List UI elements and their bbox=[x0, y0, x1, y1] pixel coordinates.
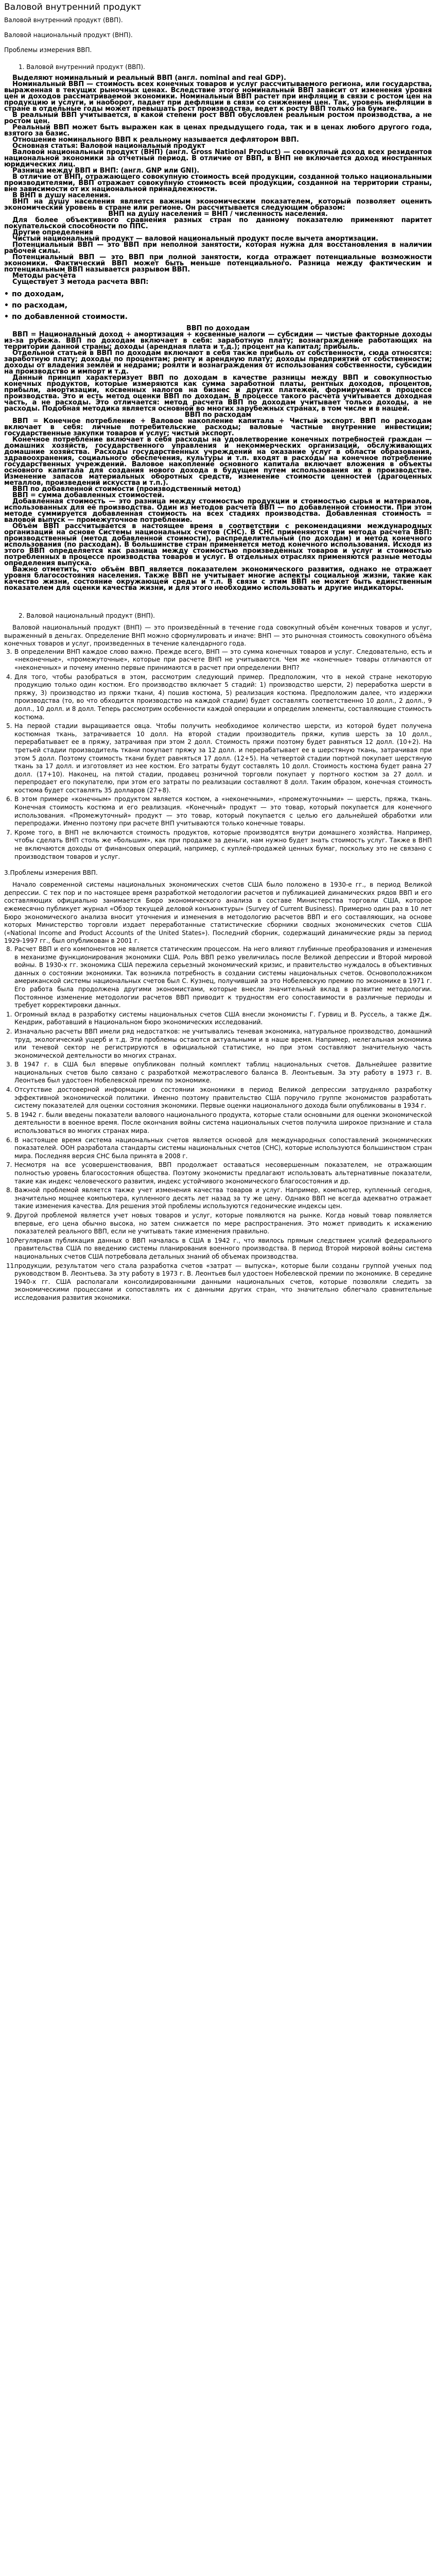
list-item: 3. В определении ВНП каждое слово важно. Прежде всего, ВНП — это сумма конечных товаров и услуг. Следовательно, есть и «неконечные», «промежуточные», которые при расчете ВНП не учитываются. Чем же «конечные» товары отличаются от «неконечных» и почему именно первые принимаются в расчет при определении ВНП? bbox=[6, 648, 432, 671]
paragraph: В ВНП в душу населения. bbox=[12, 192, 111, 199]
list-item-text: В настоящее время система национальных счетов является основой для международных сопоставлений экономических показателей. ООН разработала стандарты системы национальных счетов (СНС), которые используются большинством стран мира. Последняя версия СНС была принята в 2008 г. bbox=[14, 1136, 432, 1160]
paragraph: В реальный ВВП учитывается, в какой степени рост ВВП обусловлен реальным ростом производства, а не ростом цен. bbox=[4, 111, 432, 125]
list-item: • по добавленной стоимости. bbox=[4, 311, 432, 323]
section2-heading: 2. Валовой национальный продукт (ВНП). bbox=[19, 612, 155, 619]
list-item: 6. В настоящее время система национальных счетов является основой для международных сопоставлений экономических показателей. ООН разработала стандарты системы национальных счетов (СНС), которые используются большинством стран мира. Последняя версия СНС была принята в 2008 г. bbox=[6, 1136, 432, 1160]
paragraph: Потенциальный ВВП — это ВВП при неполной занятости, которая нужна для восстановления в наличии рабочей силы. bbox=[4, 241, 432, 255]
paragraph: Валовой национальный продукт (ВНП) (англ. Gross National Product) — совокупный доход всех резидентов национальной экономики за отчетный период. В отличие от ВВП, в ВНП не включается доход иностранных юридических лиц. bbox=[4, 148, 432, 168]
list-item: 7. Кроме того, в ВНП не включаются стоимость продуктов, которые производятся внутри домашнего хозяйства. Например, чтобы сделать ВНП столь же «большим», как при продаже за деньги, нам нужно будет знать стоимость услуг. Также в ВНП не включаются доходы от финансовых операций, например, с куплей-продажей ценных бумаг, поскольку это не связано с производством товаров и услуг. bbox=[6, 828, 432, 860]
list-item-text: Изначально расчеты ВВП имели ряд недостатков: не учитывались теневая экономика, натуральное производство, домашний труд, экологический ущерб и т.д. Эти проблемы остаются актуальными и в наше время. Например, нелегальная экономика или теневой сектор не регистрируются в официальной статистике, но при этом составляют значительную часть экономической деятельности во многих странах. bbox=[14, 1027, 432, 1059]
meta-gnp: Валовой национальный продукт (ВНП). bbox=[4, 31, 133, 39]
meta-problems: Проблемы измерения ВВП. bbox=[4, 46, 92, 54]
paragraph: Конечное потребление включает в себя расходы на удовлетворение конечных потребностей граждан — домашних хозяйств, государственного управления и некоммерческих организаций, обслуживающих домашние хозяйства. Расходы государственных учреждений на оказание услуг в области образования, здравоохранения, социального обеспечения, культуры и т.п. входят в расходы на конечное потребление государственных учреждений. Валовое накопление основного капитала включает вложения в объекты основного капитала для создания нового дохода в будущем путем использования их в производстве. Изменение запасов материальных оборотных средств, изменение стоимости ценностей (драгоценных металлов, произведений искусства и т.п.). bbox=[4, 436, 432, 487]
list-item: 11.продукции, результатом чего стала разработка счетов «затрат — выпуска», которые были созданы группой ученых под руководством В. Леонтьева. За эту работу в 1973 г. В. Леонтьев был удостоен Нобелевской премии по экономике. В середине 1940-х гг. США располагали консолидированными данными национальных счетов, которые позволяли следить за экономическими процессами и сопоставлять их с данными других стран, что значительно облегчало сравнительные исследования развития экономики. bbox=[6, 1262, 432, 1301]
paragraph: ВВП = сумма добавленных стоимостей. bbox=[12, 492, 165, 499]
section1-heading: 1. Валовой внутренний продукт (ВВП). bbox=[19, 63, 145, 71]
paragraph: Объём ВВП рассчитывается в настоящее время в соответствии с рекомендациями международных организаций на основе Системы национальных счетов (СНС). В СНС применяются три метода расчета ВВП: производственный (метод добавленной стоимости), распределительный (по доходам) и метод конечного использования (по расходам). В большинстве стран применяется метод конечного использования. Исходя из этого ВВП определяется как разница между стоимостью произведённых товаров и услуг и стоимостью потребленных в процессе производства товаров и услуг. В отдельных отраслях применяются разные методы определения выпуска. bbox=[4, 522, 432, 567]
section3-list bbox=[4, 945, 432, 1302]
subheading: ВВП по расходам bbox=[184, 411, 252, 419]
paragraph: ВВП = Конечное потребление + Валовое накопление капитала + Чистый экспорт. ВВП по расходам включает в себя: личные потребительские расходы; валовые частные внутренние инвестиции; государственные закупки товаров и услуг; чистый экспорт. bbox=[4, 417, 432, 437]
list-item-text: Отсутствие достоверной информации о состоянии экономики в период Великой депрессии затрудняло разработку эффективной экономической политики. Именно поэтому правительство США поручило группе экономистов разработать систему показателей для оценки состояния экономики. Первые оценки национального дохода были опубликованы в 1934 г. bbox=[14, 1086, 432, 1110]
formula: ВНП на душу населения = ВНП / численность населения. bbox=[108, 210, 328, 218]
list-item-text: Другой проблемой является учет новых товаров и услуг, которые появляются на рынке. Когда новый товар появляется впервые, его цена обычно высока, но затем снижается по мере распространения. Это может приводить к искажению показателей реального ВВП, если не учитывать такие изменения правильно. bbox=[14, 1211, 432, 1235]
paragraph: Отдельной статьей в ВВП по доходам включают в себя также прибыль от собственности, сюда относятся: заработную плату; доходы по процентам; ренту и арендную плату; доходы предприятий от собственности; доходы от владения землёй и недрами; роялти и вознаграждения от использования собственности, субсидии на производство и импорт и т.д. bbox=[4, 349, 432, 376]
list-item-text: На первой стадии выращивается овца. Чтобы получить необходимое количество шерсти, из которой будет получена костюмная ткань, затрачивается 10 долл. На второй стадии производитель пряжи, купив шерсть за 10 долл., перерабатывает ее в пряжу, затрачивая при этом 2 долл. Стоимость пряжи поэтому будет равняться 12 долл. (10+2). На третьей стадии производитель ткани покупает пряжу за 12 долл. и перерабатывает ее в шерстяную ткань, затрачивая при этом 5 долл. Поэтому стоимость ткани будет равняться 17 долл. (12+5). На четвертой стадии портной покупает шерстяную ткань за 17 долл. и изготовляет из нее костюм. Его затраты будут составлять 10 долл. Стоимость костюма будет равна 27 долл. (17+10). Наконец, на пятой стадии, продавец розничной торговли покупает у портного костюм за 27 долл. и перепродает его покупателю, при этом его затраты по реализации составляют 8 долл. Таким образом, конечная стоимость костюма будет составлять 35 долларов (27+8). bbox=[14, 722, 432, 794]
section3-heading: 3.Проблемы измерения ВВП. bbox=[4, 869, 98, 877]
paragraph: Номинальный ВВП — стоимость всех конечных товаров и услуг рассчитываемого региона, или государства, выраженная в текущих рыночных ценах. Вследствие этого номинальный ВВП зависит от изменения уровня цен и доходов рассматриваемой экономики. Номинальный ВВП растет при инфляции в связи с ростом цен на продукцию и услуги, и наоборот, падает при дефляции в связи со снижением цен. Так, уровень инфляции в стране в отдельные годы может превышать рост производства, ведет к росту ВВП только на бумаге. bbox=[4, 80, 432, 113]
list-item-text: В определении ВНП каждое слово важно. Прежде всего, ВНП — это сумма конечных товаров и услуг. Следовательно, есть и «неконечные», «промежуточные», которые при расчете ВНП не учитываются. Чем же «конечные» товары отличаются от «неконечных» и почему именно первые принимаются в расчет при определении ВНП? bbox=[14, 648, 432, 671]
list-item: 2. Изначально расчеты ВВП имели ряд недостатков: не учитывались теневая экономика, натуральное производство, домашний труд, экологический ущерб и т.д. Эти проблемы остаются актуальными и в наше время. Например, нелегальная экономика или теневой сектор не регистрируются в официальной статистике, но при этом составляют значительную часть экономической деятельности во многих странах. bbox=[6, 1027, 432, 1059]
paragraph: ВВП = Национальный доход + амортизация + косвенные налоги — субсидии — чистые факторные доходы из-за рубежа. ВВП по доходам включает в себя: заработную плату; вознаграждение работающих на территории данной страны; доходы (арендная плата и т.д.); процент на капитал; прибыль. bbox=[4, 331, 432, 351]
list-item: 4. Отсутствие достоверной информации о состоянии экономики в период Великой депрессии затрудняло разработку эффективной экономической политики. Именно поэтому правительство США поручило группе экономистов разработать систему показателей для оценки состояния экономики. Первые оценки национального дохода были опубликованы в 1934 г. bbox=[6, 1086, 432, 1110]
list-item: • по доходам, bbox=[4, 289, 432, 300]
list-item: 4. Для того, чтобы разобраться в этом, рассмотрим следующий пример. Предположим, что в некой стране некоторую продукцию только один костюм. Его производство включает 5 стадий: 1) производство шерсти, 2) переработка шерсти в пряжу, 3) производство из пряжи ткани, 4) пошив костюма, 5) реализация костюма. Предположим далее, что издержки производства (то, во что обходится производство на каждой стадии) будет составлять соответственно 10 долл., 2 долл., 9 долл., 10 долл. и 8 долл. Теперь рассмотрим особенности каждой операции и определим элементы, составляющие стоимость костюма. bbox=[6, 673, 432, 721]
list-item-text: В этом примере «конечным» продуктом является костюм, а «неконечными», «промежуточными» — шерсть, пряжа, ткань. Конечная стоимость костюма и его реализация. «Конечный» продукт — это товар, который покупается для конечного использования. «Промежуточный» продукт — это товар, который покупается с целью его дальнейшей обработки или перепродажи. Именно поэтому при расчете ВНП учитываются только конечные товары. bbox=[14, 795, 432, 827]
methods-list bbox=[4, 289, 432, 323]
paragraph: Чистый национальный продукт — валовой национальный продукт после вычета амортизации. bbox=[12, 235, 378, 243]
list-item-text: Регулярная публикация данных о ВВП началась в США в 1942 г., что явилось прямым следствием усилий федерального правительства США по введению системы планирования военного производства. В период Второй мировой войны система национальных счетов США потребовала детальных знаний об объемах производства. bbox=[14, 1236, 432, 1260]
subheading: ВВП по доходам bbox=[186, 325, 250, 332]
list-item-text: Важной проблемой является также учет изменения качества товаров и услуг. Например, компьютер, купленный сегодня, значительно мощнее компьютера, купленного десять лет назад за ту же цену. Однако ВВП не всегда адекватно отражает такие изменения качества. Для решения этой проблемы используются гедонические индексы цен. bbox=[14, 1187, 432, 1210]
list-item: 8. Расчет ВВП и его компонентов не является статическим процессом. На него влияют глубинные преобразования и изменения в механизме функционирования экономики США. Роль ВВП резко увеличилась после Великой депрессии и Второй мировой войны. В 1930-х гг. экономика США пережила серьезный экономический кризис, и правительство нуждалось в объективных данных о состоянии экономики. Так возникла потребность в создании системы национальных счетов. Основоположником американской системы национальных счетов был С. Кузнец, получивший за это Нобелевскую премию по экономике в 1971 г. Его работа была продолжена другими экономистами, которые внесли значительный вклад в развитие методологии. Постоянное изменение методологии расчетов ВВП приводит к трудностям его сопоставимости в различные периоды и требует корректировки данных. bbox=[6, 945, 432, 1009]
list-item: 8. Важной проблемой является также учет изменения качества товаров и услуг. Например, компьютер, купленный сегодня, значительно мощнее компьютера, купленного десять лет назад за ту же цену. Однако ВВП не всегда адекватно отражает такие изменения качества. Для решения этой проблемы используются гедонические индексы цен. bbox=[6, 1187, 432, 1210]
list-item-text: Несмотря на все усовершенствования, ВВП продолжает оставаться несовершенным показателем, не отражающим полностью уровень благосостояния общества. Поэтому экономисты предлагают использовать альтернативные показатели, такие как индекс человеческого развития, индекс устойчивого экономического благосостояния и др. bbox=[14, 1161, 432, 1185]
paragraph: Для более объективного сравнения разных стран по данному показателю применяют паритет покупательской способности по ППС. bbox=[4, 216, 432, 230]
list-item: 3. В 1947 г. в США был впервые опубликован полный комплект таблиц национальных счетов. Дальнейшее развитие национальных счетов было связано с разработкой межотраслевого баланса В. Леонтьевым. За эту работу в 1973 г. В. Леонтьев был удостоен Нобелевской премии по экономике. bbox=[6, 1061, 432, 1084]
paragraph: Начало современной системы национальных экономических счетов США было положено в 1930-е гг., в период Великой депрессии. С тех пор и по настоящее время разработкой методологии расчетов и публикацией динамических рядов ВВП и его составляющих официально занимается Бюро экономического анализа в составе Министерства торговли США, которое ежемесячно публикует журнал «Обзор текущей деловой конъюнктуры» (Survey of Current Business). Примерно один раз в 10 лет Бюро экономического анализа вносит уточнения и изменения в методологию расчетов ВВП и его составляющих, на основе которых Министерство торговли издает переработанные статистические сборники сводных экономических счетов США («National Income and Product Accounts of the United States»). Последний сборник, содержащий динамические ряды за период 1929-1997 гг., был опубликован в 2001 г. bbox=[4, 881, 432, 945]
list-item-text: Для того, чтобы разобраться в этом, рассмотрим следующий пример. Предположим, что в некой стране некоторую продукцию только один костюм. Его производство включает 5 стадий: 1) производство шерсти, 2) переработка шерсти в пряжу, 3) производство из пряжи ткани, 4) пошив костюма, 5) реализация костюма. Предположим далее, что издержки производства (то, во что обходится производство на каждой стадии) будет составлять соответственно 10 долл., 2 долл., 9 долл., 10 долл. и 8 долл. Теперь рассмотрим особенности каждой операции и определим элементы, составляющие стоимость костюма. bbox=[14, 673, 432, 721]
subheading: Другие определения bbox=[12, 229, 93, 236]
section1-body-cont bbox=[4, 326, 432, 591]
section2-intro bbox=[4, 624, 432, 648]
section1-body bbox=[4, 75, 432, 285]
paragraph: Реальный ВВП может быть выражен как в ценах предыдущего года, так и в ценах любого другого года, взятого за базис. bbox=[4, 124, 432, 138]
paragraph: ВНП на душу населения является важным экономическим показателем, который позволяет оценить экономический уровень в стране или регионе. Он рассчитывается следующим образом: bbox=[4, 198, 432, 212]
paragraph: Отношение номинального ВВП к реальному называется дефлятором ВВП. bbox=[12, 136, 299, 144]
paragraph: Валовой национальный продукт (ВНП) — это произведённый в течение года совокупный объём конечных товаров и услуг, выраженный в деньгах. Определение ВНП можно сформулировать и иначе: ВНП — это рыночная стоимость совокупного объёма конечных товаров и услуг, произведенных в течение календарного года. bbox=[4, 624, 432, 648]
list-item: 10.Регулярная публикация данных о ВВП началась в США в 1942 г., что явилось прямым следствием усилий федерального правительства США по введению системы планирования военного производства. В период Второй мировой войны система национальных счетов США потребовала детальных знаний об объемах производства. bbox=[6, 1236, 432, 1260]
paragraph: Существует 3 метода расчета ВВП: bbox=[12, 278, 149, 286]
section3-intro bbox=[4, 881, 432, 945]
list-item: 1. Огромный вклад в разработку системы национальных счетов США внесли экономисты Г. Гурвиц и В. Руссель, а также Дж. Кендрик, работавший в Национальном бюро экономических исследований. bbox=[6, 1010, 432, 1026]
subheading: ВВП по добавленной стоимости (производственный метод) bbox=[12, 485, 241, 493]
list-item: 9. Другой проблемой является учет новых товаров и услуг, которые появляются на рынке. Когда новый товар появляется впервые, его цена обычно высока, но затем снижается по мере распространения. Это может приводить к искажению показателей реального ВВП, если не учитывать такие изменения правильно. bbox=[6, 1211, 432, 1235]
list-item: • по расходам, bbox=[4, 300, 432, 311]
paragraph: Выделяют номинальный и реальный ВВП (англ. nominal and real GDP). bbox=[12, 74, 286, 82]
section2-list bbox=[4, 648, 432, 861]
list-item: 7. Несмотря на все усовершенствования, ВВП продолжает оставаться несовершенным показателем, не отражающим полностью уровень благосостояния общества. Поэтому экономисты предлагают использовать альтернативные показатели, такие как индекс человеческого развития, индекс устойчивого экономического благосостояния и др. bbox=[6, 1161, 432, 1185]
meta-gdp: Валовой внутренний продукт (ВВП). bbox=[4, 16, 123, 24]
paragraph: Добавленная стоимость — это разница между стоимостью продукции и стоимостью сырья и материалов, использованных для её производства. Один из методов расчета ВВП — по добавленной стоимости. При этом методе суммируется добавленная стоимость на всех стадиях производства. Добавленная стоимость = валовой выпуск — промежуточное потребление. bbox=[4, 498, 432, 524]
paragraph: Данный принцип характеризует ВВП по доходам в качестве разницы между ВВП и совокупностью конечных продуктов, которые измеряются как сумма заработной платы, рентных доходов, процентов, прибыли, амортизации, косвенных налогов на бизнес и других платежей, формируемых в процессе производства. Это и есть метод оценки ВВП по доходам. В процессе такого расчета учитывается доходная часть, а не расходы. Это отличается: метод расчета ВВП по доходам учитывает только доходы, а не расходы. Подобная методика является основной во многих зарубежных странах, в том числе и в нашей. bbox=[4, 374, 432, 413]
paragraph: Важно отметить, что объём ВВП является показателем экономического развития, однако не отражает уровня благосостояния населения. Также ВВП не учитывает многие аспекты социальной жизни, такие как качество жизни, состояние окружающей среды и т.п. В связи с этим ВВП не может быть единственным показателем для оценки качества жизни, и для этого необходимо использовать и другие индикаторы. bbox=[4, 566, 432, 592]
paragraph: Основная статья: Валовой национальный продукт bbox=[12, 142, 205, 150]
list-item: 5. В 1942 г. были введены показатели валового национального продукта, которые стали основными для оценки экономической деятельности в военное время. После окончания войны система национальных счетов получила широкое признание и стала использоваться во многих странах мира. bbox=[6, 1111, 432, 1135]
document-title: Валовой внутренний продукт bbox=[4, 2, 142, 12]
list-item-text: продукции, результатом чего стала разработка счетов «затрат — выпуска», которые были созданы группой ученых под руководством В. Леонтьева. За эту работу в 1973 г. В. Леонтьев был удостоен Нобелевской премии по экономике. В середине 1940-х гг. США располагали консолидированными данными национальных счетов, которые позволяли следить за экономическими процессами и сопоставлять их с данными других стран, что значительно облегчало сравнительные исследования развития экономики. bbox=[14, 1262, 432, 1301]
subheading: Методы расчёта bbox=[12, 272, 76, 280]
list-item: 5. На первой стадии выращивается овца. Чтобы получить необходимое количество шерсти, из которой будет получена костюмная ткань, затрачивается 10 долл. На второй стадии производитель пряжи, купив шерсть за 10 долл., перерабатывает ее в пряжу, затрачивая при этом 2 долл. Стоимость пряжи поэтому будет равняться 12 долл. (10+2). На третьей стадии производитель ткани покупает пряжу за 12 долл. и перерабатывает ее в шерстяную ткань, затрачивая при этом 5 долл. Поэтому стоимость ткани будет равняться 17 долл. (12+5). На четвертой стадии портной покупает шерстяную ткань за 17 долл. и изготовляет из нее костюм. Его затраты будут составлять 10 долл. Стоимость костюма будет равна 27 долл. (17+10). Наконец, на пятой стадии, продавец розничной торговли покупает у портного костюм за 27 долл. и перепродает его покупателю, при этом его затраты по реализации составляют 8 долл. Таким образом, конечная стоимость костюма будет составлять 35 долларов (27+8). bbox=[6, 722, 432, 794]
paragraph: Потенциальный ВВП — это ВВП при полной занятости, когда отражает потенциальные возможности экономики. Фактический ВВП может быть меньше потенциального. Разница между фактическим и потенциальным ВВП называется разрывом ВВП. bbox=[4, 253, 432, 274]
paragraph: В отличие от ВНП, отражающего совокупную стоимость всей продукции, созданной только национальными производителями, ВВП отражает совокупную стоимость всей продукции, созданной на территории страны, вне зависимости от их национальной принадлежности. bbox=[4, 173, 432, 193]
list-item-text: Расчет ВВП и его компонентов не является статическим процессом. На него влияют глубинные преобразования и изменения в механизме функционирования экономики США. Роль ВВП резко увеличилась после Великой депрессии и Второй мировой войны. В 1930-х гг. экономика США пережила серьезный экономический кризис, и правительство нуждалось в объективных данных о состоянии экономики. Так возникла потребность в создании системы национальных счетов. Основоположником американской системы национальных счетов был С. Кузнец, получивший за это Нобелевскую премию по экономике в 1971 г. Его работа была продолжена другими экономистами, которые внесли значительный вклад в развитие методологии. Постоянное изменение методологии расчетов ВВП приводит к трудностям его сопоставимости в различные периоды и требует корректировки данных. bbox=[14, 945, 432, 1009]
list-item-text: Кроме того, в ВНП не включаются стоимость продуктов, которые производятся внутри домашнего хозяйства. Например, чтобы сделать ВНП столь же «большим», как при продаже за деньги, нам нужно будет знать стоимость услуг. Также в ВНП не включаются доходы от финансовых операций, например, с куплей-продажей ценных бумаг, поскольку это не связано с производством товаров и услуг. bbox=[14, 828, 432, 860]
list-item: 6. В этом примере «конечным» продуктом является костюм, а «неконечными», «промежуточными» — шерсть, пряжа, ткань. Конечная стоимость костюма и его реализация. «Конечный» продукт — это товар, который покупается для конечного использования. «Промежуточный» продукт — это товар, который покупается с целью его дальнейшей обработки или перепродажи. Именно поэтому при расчете ВНП учитываются только конечные товары. bbox=[6, 795, 432, 827]
list-item-text: В 1947 г. в США был впервые опубликован полный комплект таблиц национальных счетов. Дальнейшее развитие национальных счетов было связано с разработкой межотраслевого баланса В. Леонтьевым. За эту работу в 1973 г. В. Леонтьев был удостоен Нобелевской премии по экономике. bbox=[14, 1061, 432, 1084]
paragraph: Разница между ВВП и ВНП: (англ. GNP или GNI). bbox=[12, 167, 200, 175]
list-item-text: Огромный вклад в разработку системы национальных счетов США внесли экономисты Г. Гурвиц и В. Руссель, а также Дж. Кендрик, работавший в Национальном бюро экономических исследований. bbox=[14, 1010, 432, 1026]
spacer bbox=[4, 591, 432, 603]
list-item-text: В 1942 г. были введены показатели валового национального продукта, которые стали основными для оценки экономической деятельности в военное время. После окончания войны система национальных счетов получила широкое признание и стала использоваться во многих странах мира. bbox=[14, 1111, 432, 1135]
